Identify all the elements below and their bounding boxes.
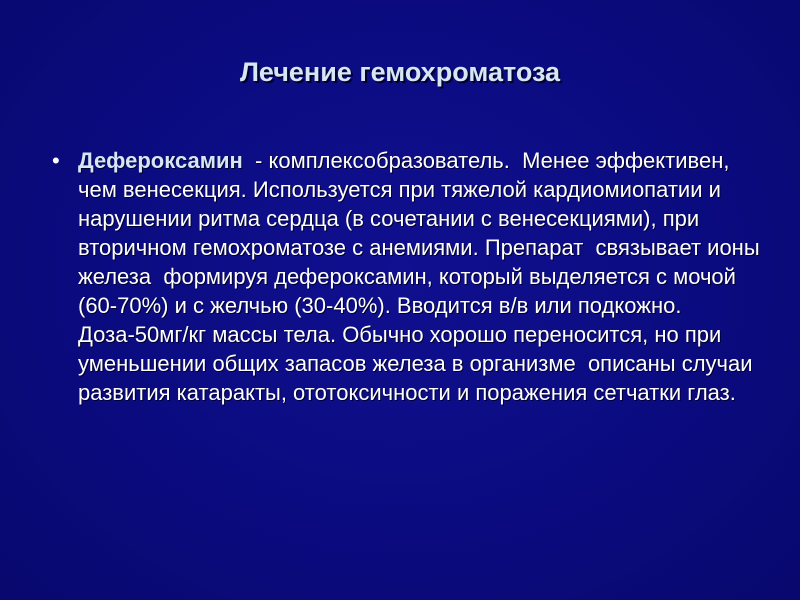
bullet-marker: • — [52, 148, 60, 173]
bullet-text — [78, 146, 772, 407]
bullet-list — [52, 146, 772, 407]
bullet-body: - комплексобразователь. Менее эффективен, чем венесекция. Используется при тяжелой кардиомиопатии и нарушении ритма сердца (в сочетании с венесекциями), при вторичном гемохроматозе с анемиями. Препарат связывает ионы железа формируя дефероксамин, который выделяется с мочой (60-70%) и с желчью (30-40%). Вводится в/в или подкожно. Доза-50мг/кг массы тела. Обычно хорошо переносится, но при уменьшении общих запасов железа в организме описаны случаи развития катаракты, ототоксичности и поражения сетчатки глаз. — [78, 148, 766, 405]
bullet-term: Дефероксамин — [78, 148, 243, 173]
slide-title: Лечение гемохроматоза — [239, 57, 561, 87]
bullet-item — [52, 146, 772, 407]
